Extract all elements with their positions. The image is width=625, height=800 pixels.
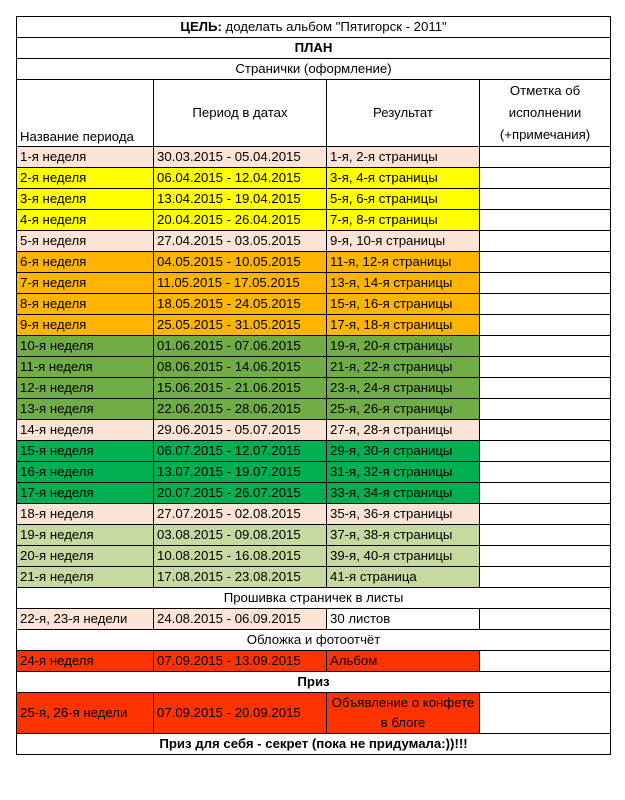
week-result: 19-я, 20-я страницы — [327, 336, 480, 357]
prize-result: Объявление о конфете в блоге — [327, 693, 480, 734]
week-row — [17, 147, 611, 168]
week-row — [17, 336, 611, 357]
week-row — [17, 252, 611, 273]
week-period-name: 1-я неделя — [17, 147, 154, 168]
section-cover-title: Обложка и фотоотчёт — [17, 630, 611, 651]
week-row — [17, 168, 611, 189]
week-period-name: 20-я неделя — [17, 546, 154, 567]
week-result: 37-я, 38-я страницы — [327, 525, 480, 546]
header-mark: Отметка об исполнении (+примечания) — [480, 80, 611, 147]
week-mark-cell — [480, 357, 611, 378]
week-period-name: 14-я неделя — [17, 420, 154, 441]
week-result: 35-я, 36-я страницы — [327, 504, 480, 525]
week-period-name: 19-я неделя — [17, 525, 154, 546]
week-row — [17, 315, 611, 336]
week-result: 23-я, 24-я страницы — [327, 378, 480, 399]
week-result: 29-я, 30-я страницы — [327, 441, 480, 462]
week-period-name: 6-я неделя — [17, 252, 154, 273]
week-row — [17, 546, 611, 567]
week-period-name: 10-я неделя — [17, 336, 154, 357]
week-period-dates: 17.08.2015 - 23.08.2015 — [154, 567, 327, 588]
week-mark-cell — [480, 567, 611, 588]
week-mark-cell — [480, 315, 611, 336]
week-period-dates: 18.05.2015 - 24.05.2015 — [154, 294, 327, 315]
week-period-dates: 22.06.2015 - 28.06.2015 — [154, 399, 327, 420]
week-mark-cell — [480, 273, 611, 294]
header-period-name: Название периода — [17, 80, 154, 147]
goal-label: ЦЕЛЬ: — [180, 19, 222, 34]
week-period-dates: 06.04.2015 - 12.04.2015 — [154, 168, 327, 189]
week-result: 11-я, 12-я страницы — [327, 252, 480, 273]
week-row — [17, 231, 611, 252]
week-period-dates: 30.03.2015 - 05.04.2015 — [154, 147, 327, 168]
week-period-dates: 27.07.2015 - 02.08.2015 — [154, 504, 327, 525]
week-row — [17, 441, 611, 462]
week-period-name: 2-я неделя — [17, 168, 154, 189]
plan-title-row — [17, 38, 611, 59]
week-period-dates: 20.07.2015 - 26.07.2015 — [154, 483, 327, 504]
week-row — [17, 525, 611, 546]
week-row — [17, 189, 611, 210]
cover-result: Альбом — [327, 651, 480, 672]
week-period-name: 8-я неделя — [17, 294, 154, 315]
binding-period-name: 22-я, 23-я недели — [17, 609, 154, 630]
week-mark-cell — [480, 294, 611, 315]
week-period-dates: 25.05.2015 - 31.05.2015 — [154, 315, 327, 336]
week-mark-cell — [480, 525, 611, 546]
week-period-dates: 11.05.2015 - 17.05.2015 — [154, 273, 327, 294]
week-period-dates: 13.04.2015 - 19.04.2015 — [154, 189, 327, 210]
week-result: 13-я, 14-я страницы — [327, 273, 480, 294]
cover-period-name: 24-я неделя — [17, 651, 154, 672]
week-mark-cell — [480, 420, 611, 441]
goal-cell — [17, 17, 611, 38]
week-period-dates: 10.08.2015 - 16.08.2015 — [154, 546, 327, 567]
week-period-dates: 29.06.2015 - 05.07.2015 — [154, 420, 327, 441]
week-row — [17, 378, 611, 399]
week-result: 3-я, 4-я страницы — [327, 168, 480, 189]
week-row — [17, 504, 611, 525]
footer-row — [17, 734, 611, 755]
week-row — [17, 399, 611, 420]
week-period-name: 11-я неделя — [17, 357, 154, 378]
header-period-dates: Период в датах — [154, 80, 327, 147]
header-row — [17, 80, 611, 147]
week-mark-cell — [480, 336, 611, 357]
week-row — [17, 462, 611, 483]
section-row — [17, 59, 611, 80]
week-period-dates: 27.04.2015 - 03.05.2015 — [154, 231, 327, 252]
goal-row — [17, 17, 611, 38]
week-result: 39-я, 40-я страницы — [327, 546, 480, 567]
week-period-name: 15-я неделя — [17, 441, 154, 462]
week-period-dates: 04.05.2015 - 10.05.2015 — [154, 252, 327, 273]
week-mark-cell — [480, 462, 611, 483]
section-binding-title: Прошивка страничек в листы — [17, 588, 611, 609]
week-row — [17, 357, 611, 378]
plan-table — [16, 16, 611, 755]
week-result: 5-я, 6-я страницы — [327, 189, 480, 210]
week-mark-cell — [480, 147, 611, 168]
week-period-name: 12-я неделя — [17, 378, 154, 399]
section-row — [17, 588, 611, 609]
week-period-name: 3-я неделя — [17, 189, 154, 210]
prize-mark-cell — [480, 693, 611, 734]
week-period-dates: 01.06.2015 - 07.06.2015 — [154, 336, 327, 357]
cover-period-dates: 07.09.2015 - 13.09.2015 — [154, 651, 327, 672]
binding-result: 30 листов — [327, 609, 480, 630]
week-mark-cell — [480, 546, 611, 567]
week-period-dates: 20.04.2015 - 26.04.2015 — [154, 210, 327, 231]
week-period-name: 13-я неделя — [17, 399, 154, 420]
week-row — [17, 567, 611, 588]
week-mark-cell — [480, 399, 611, 420]
week-result: 21-я, 22-я страницы — [327, 357, 480, 378]
prize-period-dates: 07.09.2015 - 20.09.2015 — [154, 693, 327, 734]
week-period-name: 7-я неделя — [17, 273, 154, 294]
week-result: 31-я, 32-я страницы — [327, 462, 480, 483]
week-result: 33-я, 34-я страницы — [327, 483, 480, 504]
week-result: 17-я, 18-я страницы — [327, 315, 480, 336]
week-mark-cell — [480, 231, 611, 252]
week-row — [17, 483, 611, 504]
week-mark-cell — [480, 252, 611, 273]
prize-row — [17, 693, 611, 734]
cover-row — [17, 651, 611, 672]
week-mark-cell — [480, 210, 611, 231]
binding-mark-cell — [480, 609, 611, 630]
week-period-name: 4-я неделя — [17, 210, 154, 231]
week-mark-cell — [480, 189, 611, 210]
week-result: 7-я, 8-я страницы — [327, 210, 480, 231]
week-result: 41-я страница — [327, 567, 480, 588]
week-row — [17, 210, 611, 231]
week-period-name: 18-я неделя — [17, 504, 154, 525]
week-period-name: 5-я неделя — [17, 231, 154, 252]
week-period-name: 21-я неделя — [17, 567, 154, 588]
binding-period-dates: 24.08.2015 - 06.09.2015 — [154, 609, 327, 630]
week-result: 27-я, 28-я страницы — [327, 420, 480, 441]
week-period-name: 9-я неделя — [17, 315, 154, 336]
week-result: 1-я, 2-я страницы — [327, 147, 480, 168]
week-result: 9-я, 10-я страницы — [327, 231, 480, 252]
footer-note: Приз для себя - секрет (пока не придумала:))!!! — [17, 734, 611, 755]
week-period-dates: 03.08.2015 - 09.08.2015 — [154, 525, 327, 546]
week-mark-cell — [480, 378, 611, 399]
week-mark-cell — [480, 168, 611, 189]
week-period-name: 17-я неделя — [17, 483, 154, 504]
header-result: Результат — [327, 80, 480, 147]
week-mark-cell — [480, 504, 611, 525]
week-period-dates: 08.06.2015 - 14.06.2015 — [154, 357, 327, 378]
week-mark-cell — [480, 441, 611, 462]
week-row — [17, 273, 611, 294]
section-pages-title: Странички (оформление) — [17, 59, 611, 80]
week-period-dates: 15.06.2015 - 21.06.2015 — [154, 378, 327, 399]
week-period-dates: 06.07.2015 - 12.07.2015 — [154, 441, 327, 462]
goal-text: доделать альбом "Пятигорск - 2011" — [221, 19, 447, 34]
prize-period-name: 25-я, 26-я недели — [17, 693, 154, 734]
section-row — [17, 630, 611, 651]
week-row — [17, 420, 611, 441]
week-period-dates: 13.07.2015 - 19.07.2015 — [154, 462, 327, 483]
week-mark-cell — [480, 483, 611, 504]
section-row — [17, 672, 611, 693]
cover-mark-cell — [480, 651, 611, 672]
section-prize-title: Приз — [17, 672, 611, 693]
week-result: 15-я, 16-я страницы — [327, 294, 480, 315]
week-period-name: 16-я неделя — [17, 462, 154, 483]
week-row — [17, 294, 611, 315]
week-result: 25-я, 26-я страницы — [327, 399, 480, 420]
plan-title: ПЛАН — [17, 38, 611, 59]
binding-row — [17, 609, 611, 630]
